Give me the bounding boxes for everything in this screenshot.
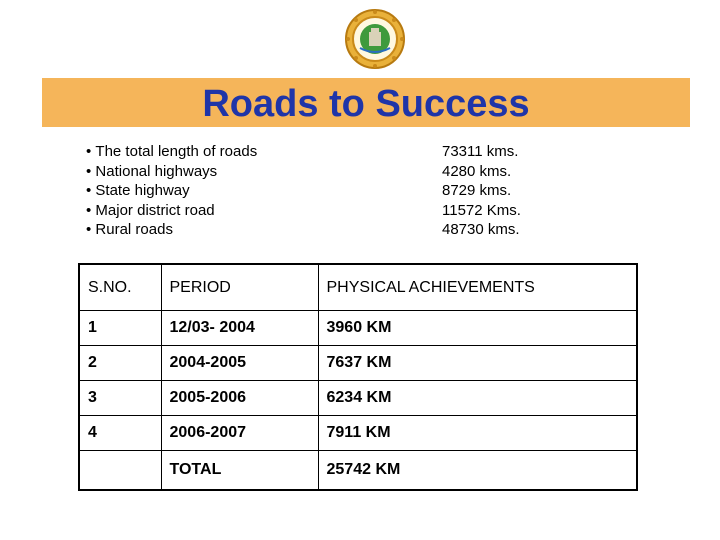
cell-period: 2004-2005 [161, 346, 318, 381]
cell-sno: 2 [79, 346, 161, 381]
total-label: TOTAL [161, 451, 318, 491]
fact-label: • Major district road [86, 201, 442, 221]
table-row [79, 416, 637, 451]
fact-value: 48730 kms. [442, 221, 520, 239]
table-row [79, 381, 637, 416]
fact-label: • Rural roads [86, 220, 442, 240]
cell-achievement: 3960 KM [318, 311, 637, 346]
table-header-row [79, 264, 637, 311]
total-value: 25742 KM [318, 451, 637, 491]
title-banner [42, 78, 690, 127]
fact-label: • The total length of roads [86, 142, 442, 162]
column-header-achievements: PHYSICAL ACHIEVEMENTS [318, 264, 637, 311]
cell-blank [79, 451, 161, 491]
cell-achievement: 7911 KM [318, 416, 637, 451]
cell-period: 2005-2006 [161, 381, 318, 416]
cell-achievement: 7637 KM [318, 346, 637, 381]
column-header-period: PERIOD [161, 264, 318, 311]
cell-sno: 3 [79, 381, 161, 416]
table-total-row [79, 451, 637, 491]
table-row [79, 346, 637, 381]
fact-label: • State highway [86, 181, 442, 201]
fact-label: • National highways [86, 162, 442, 182]
cell-achievement: 6234 KM [318, 381, 637, 416]
cell-period: 12/03- 2004 [161, 311, 318, 346]
column-header-sno: S.NO. [79, 264, 161, 311]
fact-value: 11572 Kms. [442, 201, 521, 219]
state-emblem-icon [340, 8, 410, 70]
fact-value: 8729 kms. [442, 182, 512, 200]
cell-period: 2006-2007 [161, 416, 318, 451]
road-length-facts [86, 142, 646, 240]
cell-sno: 4 [79, 416, 161, 451]
fact-item [86, 220, 646, 240]
cell-sno: 1 [79, 311, 161, 346]
page-title: Roads to Success [202, 83, 530, 125]
achievements-table [78, 263, 638, 491]
fact-value: 4280 kms. [442, 162, 512, 180]
fact-item [86, 162, 646, 182]
fact-value: 73311 kms. [442, 143, 519, 160]
table-row [79, 311, 637, 346]
fact-item [86, 181, 646, 201]
fact-item [86, 142, 646, 162]
fact-item [86, 201, 646, 221]
